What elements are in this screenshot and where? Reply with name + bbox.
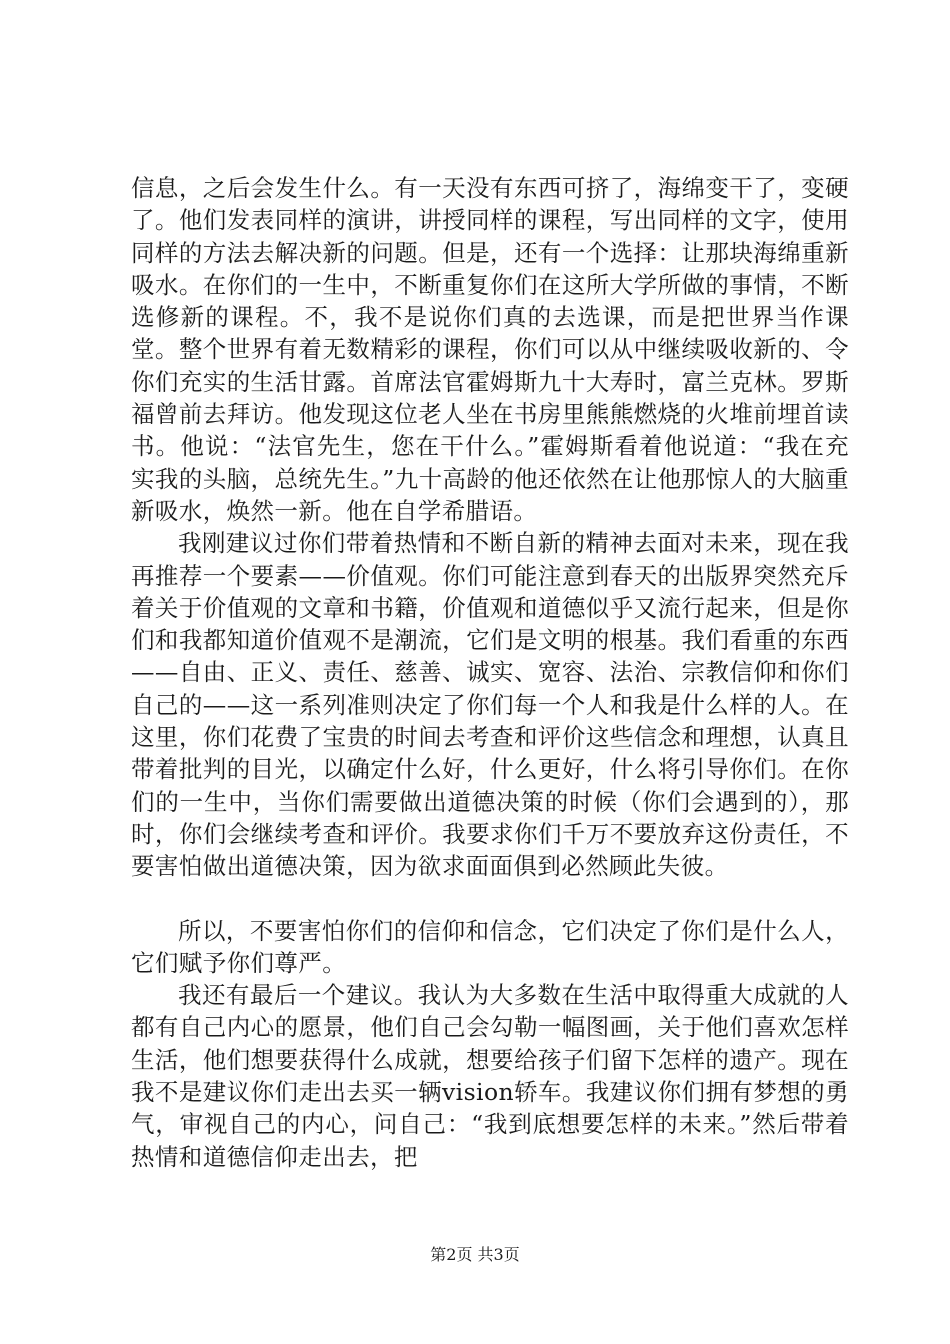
document-body [131, 172, 849, 1173]
page-number-footer: 第2页 共3页 [430, 1245, 520, 1264]
paragraph-values: 我刚建议过你们带着热情和不断自新的精神去面对未来，现在我再推荐一个要素——价值观。你们可能注意到春天的出版界突然充斥着关于价值观的文章和书籍，价值观和道德似乎又流行起来，但是你们和我都知道价值观不是潮流，它们是文明的根基。我们看重的东西——自由、正义、责任、慈善、诚实、宽容、法治、宗教信仰和你们自己的——这一系列准则决定了你们每一个人和我是什么样的人。在这里，你们花费了宝贵的时间去考查和评价这些信念和理想，认真且带着批判的目光，以确定什么好，什么更好，什么将引导你们。在你们的一生中，当你们需要做出道德决策的时候（你们会遇到的），那时，你们会继续考查和评价。我要求你们千万不要放弃这份责任，不要害怕做出道德决策，因为欲求面面俱到必然顾此失彼。 [131, 529, 849, 881]
paragraph-beliefs: 所以，不要害怕你们的信仰和信念，它们决定了你们是什么人，它们赋予你们尊严。 [131, 916, 849, 977]
paragraph-continuation: 信息，之后会发生什么。有一天没有东西可挤了，海绵变干了，变硬了。他们发表同样的演讲，讲授同样的课程，写出同样的文字，使用同样的方法去解决新的问题。但是，还有一个选择：让那块海绵重新吸水。在你们的一生中，不断重复你们在这所大学所做的事情，不断选修新的课程。不，我不是说你们真的去选课，而是把世界当作课堂。整个世界有着无数精彩的课程，你们可以从中继续吸收新的、令你们充实的生活甘露。首席法官霍姆斯九十大寿时，富兰克林。罗斯福曾前去拜访。他发现这位老人坐在书房里熊熊燃烧的火堆前埋首读书。他说：“法官先生，您在干什么。”霍姆斯看着他说道：“我在充实我的头脑，总统先生。”九十高龄的他还依然在让他那惊人的大脑重新吸水，焕然一新。他在自学希腊语。 [131, 174, 849, 525]
paragraph-vision: 我还有最后一个建议。我认为大多数在生活中取得重大成就的人都有自己内心的愿景，他们自己会勾勒一幅图画，关于他们喜欢怎样生活，他们想要获得什么成就，想要给孩子们留下怎样的遗产。现在我不是建议你们走出去买一辆vision轿车。我建议你们拥有梦想的勇气，审视自己的内心，问自己：“我到底想要怎样的未来。”然后带着热情和道德信仰走出去，把 [131, 981, 849, 1171]
